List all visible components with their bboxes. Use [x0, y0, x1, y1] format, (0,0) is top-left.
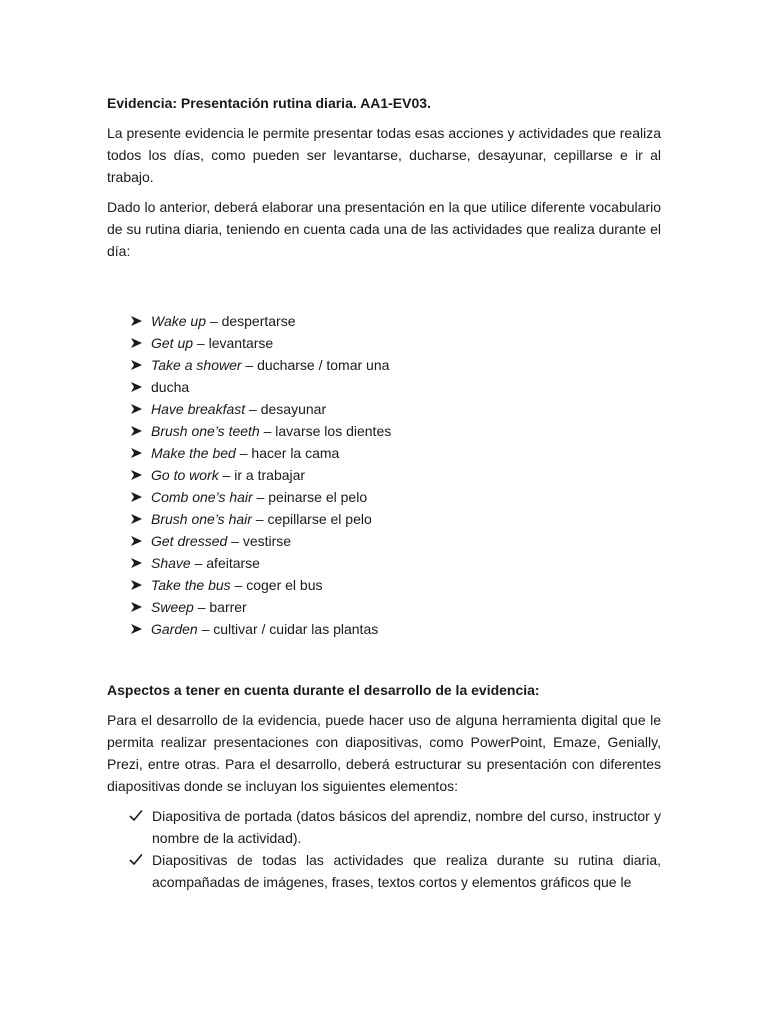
arrowhead-bullet-icon	[129, 508, 145, 530]
aspects-paragraph: Para el desarrollo de la evidencia, puede hacer uso de alguna herramienta digital que le permita realizar presentaciones con diapositivas, como PowerPoint, Emaze, Genially, Prezi, entre otras. Para el desarrollo, deberá estructurar su presentación con diferentes diapositivas donde se incluyan los siguientes elementos:	[107, 712, 661, 794]
arrowhead-bullet-icon	[129, 618, 145, 640]
vocab-translation: – ducharse / tomar una	[241, 357, 390, 373]
arrowhead-bullet-icon	[129, 310, 145, 332]
vocab-term: Go to work	[151, 467, 219, 483]
vocab-item	[129, 596, 683, 618]
vocab-translation: – cepillarse el pelo	[251, 511, 372, 527]
vocab-term: Take a shower	[151, 357, 242, 373]
vocab-item	[129, 530, 683, 552]
vocab-translation: ducha	[151, 379, 190, 395]
vocab-term: Garden	[151, 621, 198, 637]
checklist-item	[107, 805, 661, 849]
checklist-item	[107, 849, 661, 893]
vocab-translation: – ir a trabajar	[218, 467, 306, 483]
checkmark-icon	[129, 805, 143, 827]
aspects-heading: Aspectos a tener en cuenta durante el desarrollo de la evidencia:	[107, 682, 540, 698]
arrowhead-bullet-icon	[129, 354, 145, 376]
vocab-term: Get up	[151, 335, 194, 351]
checklist-text: Diapositivas de todas las actividades que realiza durante su rutina diaria, acompañadas de imágenes, frases, textos cortos y elementos gráficos que le	[152, 852, 661, 890]
spacer	[107, 640, 661, 679]
vocab-translation: – cultivar / cuidar las plantas	[197, 621, 379, 637]
checkmark-icon	[129, 849, 143, 871]
vocab-term: Sweep	[151, 599, 194, 615]
intro-paragraph: La presente evidencia le permite presentar todas esas acciones y actividades que realiza todos los días, como pueden ser levantarse, ducharse, desayunar, cepillarse e ir al trabajo.	[107, 125, 661, 185]
vocab-term: Comb one’s hair	[151, 489, 253, 505]
vocab-item	[129, 486, 683, 508]
arrowhead-bullet-icon	[129, 398, 145, 420]
vocab-translation: – peinarse el pelo	[252, 489, 368, 505]
vocab-term: Brush one’s hair	[151, 511, 252, 527]
arrowhead-bullet-icon	[129, 596, 145, 618]
vocab-item	[129, 508, 683, 530]
arrowhead-bullet-icon	[129, 464, 145, 486]
vocab-term: Make the bed	[151, 445, 236, 461]
vocab-translation: – vestirse	[227, 533, 292, 549]
spacer	[107, 270, 661, 310]
vocab-item	[129, 420, 683, 442]
checklist-text: Diapositiva de portada (datos básicos del aprendiz, nombre del curso, instructor y nombre de la actividad).	[152, 808, 661, 846]
vocab-translation: – lavarse los dientes	[259, 423, 392, 439]
arrowhead-bullet-icon	[129, 420, 145, 442]
vocab-item	[129, 376, 683, 398]
vocab-translation: – despertarse	[206, 313, 296, 329]
document-page	[107, 92, 661, 893]
vocab-translation: – desayunar	[245, 401, 327, 417]
arrowhead-bullet-icon	[129, 376, 145, 398]
vocab-term: Wake up	[151, 313, 206, 329]
vocab-item	[129, 552, 683, 574]
vocab-item	[129, 574, 683, 596]
instructions-paragraph: Dado lo anterior, deberá elaborar una presentación en la que utilice diferente vocabulario de su rutina diaria, teniendo en cuenta cada una de las actividades que realiza durante el día:	[107, 199, 661, 259]
document-title: Evidencia: Presentación rutina diaria. AA1-EV03.	[107, 95, 431, 111]
vocab-term: Brush one’s teeth	[151, 423, 260, 439]
vocab-translation: – levantarse	[193, 335, 274, 351]
arrowhead-bullet-icon	[129, 552, 145, 574]
arrowhead-bullet-icon	[129, 530, 145, 552]
vocab-item	[129, 442, 683, 464]
vocab-item	[129, 464, 683, 486]
arrowhead-bullet-icon	[129, 486, 145, 508]
vocab-term: Have breakfast	[151, 401, 246, 417]
vocab-term: Get dressed	[151, 533, 228, 549]
vocab-item	[129, 354, 683, 376]
arrowhead-bullet-icon	[129, 332, 145, 354]
vocab-item	[129, 310, 683, 332]
vocab-item	[129, 618, 683, 640]
vocab-item	[129, 398, 683, 420]
arrowhead-bullet-icon	[129, 442, 145, 464]
vocab-translation: – coger el bus	[230, 577, 323, 593]
vocab-term: Take the bus	[151, 577, 231, 593]
vocab-translation: – afeitarse	[190, 555, 260, 571]
vocab-item	[129, 332, 683, 354]
vocab-term: Shave	[151, 555, 191, 571]
arrowhead-bullet-icon	[129, 574, 145, 596]
vocabulary-list	[129, 310, 683, 640]
checklist	[107, 805, 661, 893]
vocab-translation: – barrer	[193, 599, 247, 615]
vocab-translation: – hacer la cama	[235, 445, 340, 461]
